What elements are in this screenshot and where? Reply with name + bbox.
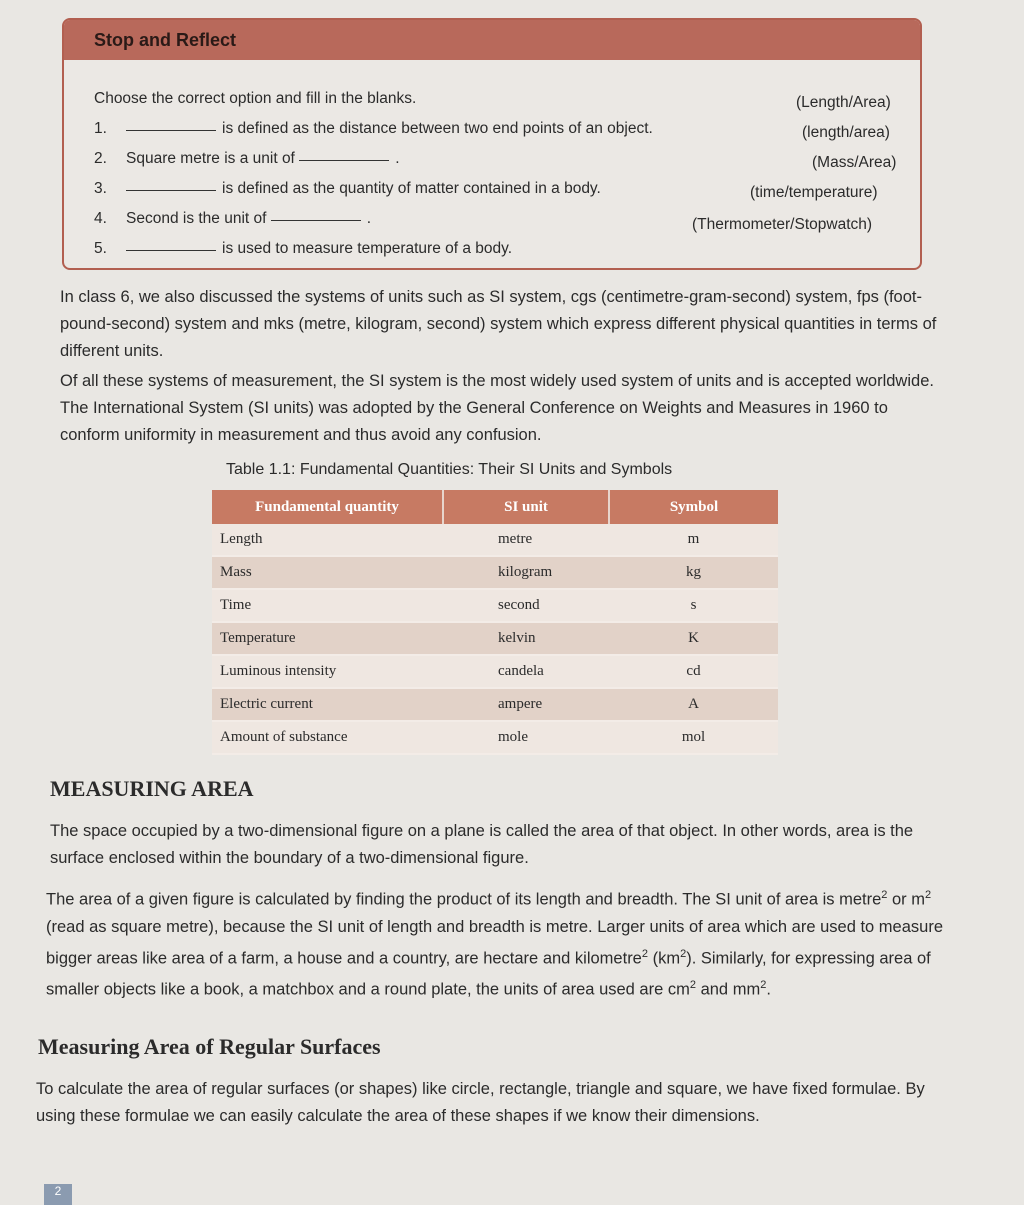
stop-and-reflect-box [62,18,922,270]
quantity-cell: Time [212,589,443,622]
quantity-cell: Electric current [212,688,443,721]
question-2-options: (length/area) [802,124,890,141]
symbol-cell: kg [609,556,778,589]
answer-blank [271,219,361,221]
paragraph-area-definition: The space occupied by a two-dimensional figure on a plane is called the area of that object. In other words, area is the surface enclosed within the boundary of a two-dimensional figure. [50,822,914,867]
unit-cell: candela [443,655,609,688]
page-number: 2 [44,1184,72,1205]
paragraph-regular-surfaces: To calculate the area of regular surfaces (or shapes) like circle, rectangle, triangle and square, we have fixed formulae. By using these formulae we can easily calculate the area of these shapes if we know their dimensions. [36,1080,925,1125]
quantity-cell: Length [212,524,443,556]
stop-and-reflect-title: Stop and Reflect [94,30,237,50]
table-row [212,688,778,721]
symbol-cell: mol [609,721,778,754]
table-row [212,721,778,754]
unit-cell: ampere [443,688,609,721]
table-row [212,556,778,589]
symbol-cell: s [609,589,778,622]
fundamental-quantities-table [212,490,778,755]
table-caption: Table 1.1: Fundamental Quantities: Their SI Units and Symbols [226,461,673,478]
symbol-cell: K [609,622,778,655]
measuring-area-heading: MEASURING AREA [50,776,254,801]
unit-cell: metre [443,524,609,556]
question-2: 2. Square metre is a unit of . [94,150,400,167]
question-5-options: (Thermometer/Stopwatch) [692,216,873,233]
quantity-cell: Amount of substance [212,721,443,754]
column-header: Symbol [609,490,778,524]
question-4: 4. Second is the unit of . [94,210,372,227]
answer-blank [126,129,216,131]
column-header: SI unit [443,490,609,524]
table-row [212,589,778,622]
question-5: 5. is used to measure temperature of a body. [94,240,513,257]
answer-blank [126,189,216,191]
reflect-instruction: Choose the correct option and fill in the blanks. [94,90,417,107]
unit-cell: second [443,589,609,622]
question-1: 1. is defined as the distance between two end points of an object. [94,120,653,137]
question-1-options: (Length/Area) [796,94,891,111]
symbol-cell: m [609,524,778,556]
quantity-cell: Mass [212,556,443,589]
question-3-options: (Mass/Area) [812,154,897,171]
table-row [212,524,778,556]
quantity-cell: Temperature [212,622,443,655]
question-4-options: (time/temperature) [750,184,878,201]
stop-and-reflect-header [64,20,920,60]
paragraph-unit-systems: In class 6, we also discussed the systems of units such as SI system, cgs (centimetre-gram-second) system, fps (foot-pound-second) system and mks (metre, kilogram, second) system which express different physical quantities in terms of different units. [60,288,937,360]
question-3: 3. is defined as the quantity of matter contained in a body. [94,180,601,197]
table-row [212,622,778,655]
unit-cell: mole [443,721,609,754]
answer-blank [126,249,216,251]
table-header-row [212,490,778,524]
symbol-cell: cd [609,655,778,688]
unit-cell: kelvin [443,622,609,655]
paragraph-area-units: The area of a given figure is calculated by finding the product of its length and breadth. The SI unit of area is metre$^2$ or $m^2$ (read as square metre), because the SI unit of length and breadth is metre. Larger units of area which are used to measure bigger areas like area of a farm, a house and a country, are hectare and kilometre$^2$ $(km^2)$. Similarly, for expressing area of smaller objects like a book, a matchbox and a round plate, the units of area used are $cm^2$ and $mm^2$. [46,889,944,999]
quantity-cell: Luminous intensity [212,655,443,688]
table-row [212,655,778,688]
regular-surfaces-heading: Measuring Area of Regular Surfaces [38,1034,381,1059]
paragraph-si-system: Of all these systems of measurement, the SI system is the most widely used system of units and is accepted worldwide. The International System (SI units) was adopted by the General Conference on Weights and Measures in 1960 to conform uniformity in measurement and thus avoid any confusion. [60,372,934,444]
answer-blank [299,159,389,161]
symbol-cell: A [609,688,778,721]
column-header: Fundamental quantity [212,490,443,524]
unit-cell: kilogram [443,556,609,589]
